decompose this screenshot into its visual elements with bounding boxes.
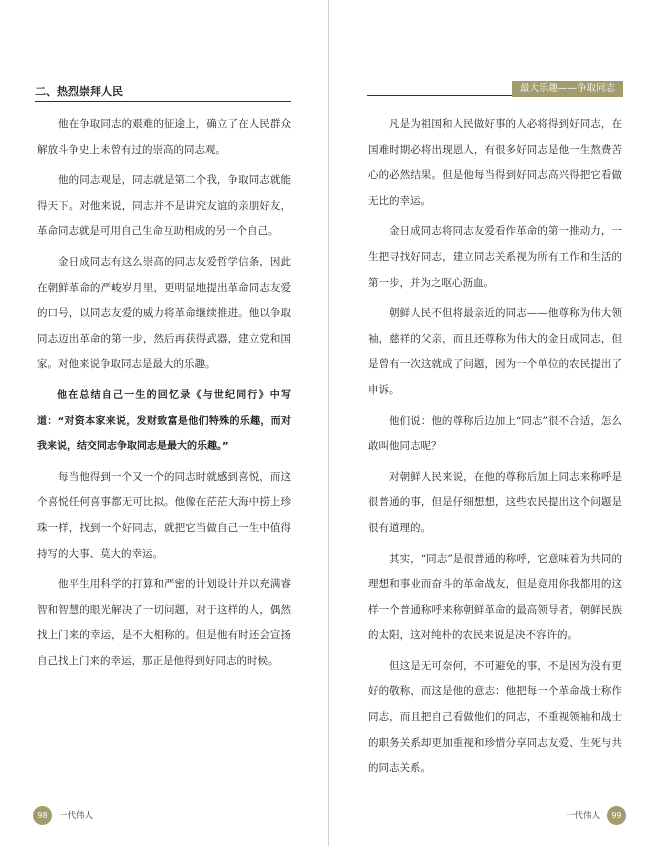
right-footer (559, 804, 626, 826)
left-footer (33, 804, 100, 826)
right-page (329, 0, 658, 846)
footer-book-title: 一代伟人 (59, 811, 94, 821)
page-number-badge: 99 (607, 806, 626, 825)
paragraph: 他平生用科学的打算和严密的计划设计并以充满睿智和智慧的眼光解决了一切问题，对于这样的人，偶然找上门来的幸运，是不大相称的。但是他有时还会宣扬自己找上门来的幸运，那正是他得到好同志的时候。 (37, 578, 291, 667)
paragraph: 他的同志观是，同志就是第二个我，争取同志就能得天下。对他来说，同志并不是讲究友谊的亲朋好友，革命同志就是可用自己生命互助相成的另一个自己。 (37, 174, 291, 238)
paragraph: 金日成同志将同志友爱看作革命的第一推动力，一生把寻找好同志，建立同志关系视为所有工作和生活的第一步，并为之呕心沥血。 (368, 225, 622, 289)
paragraph: 每当他得到一个又一个的同志时就感到喜悦，而这个喜悦任何喜事都无可比拟。他像在茫茫大海中捞上珍珠一样，找到一个好同志，就把它当做自己一生中值得持写的大事、莫大的幸运。 (37, 470, 291, 560)
paragraph: 朝鲜人民不但将最亲近的同志——他尊称为伟大领袖，慈祥的父亲，而且还尊称为伟大的金日成同志，但是曾有一次这就成了问题，因为一个单位的农民提出了申诉。 (368, 307, 622, 396)
left-body-text (37, 112, 291, 679)
right-body-text (368, 112, 622, 787)
paragraph: 他在争取同志的艰难的征途上，确立了在人民群众解放斗争史上未曾有过的崇高的同志观。 (37, 118, 291, 156)
quote-paragraph: 他在总结自己一生的回忆录《与世纪同行》中写道：“对资本家来说，发财致富是他们特殊的乐趣，而对我来说，结交同志争取同志是最大的乐趣。” (37, 389, 291, 453)
paragraph: 凡是为祖国和人民做好事的人必将得到好同志，在国难时期必将出现恩人，有很多好同志是他一生熬费苦心的必然结果。但是他每当得到好同志高兴得把它看做无比的幸运。 (368, 118, 622, 207)
left-running-header (35, 80, 291, 102)
paragraph: 金日成同志有这么崇高的同志友爱哲学信条，因此在朝鲜革命的严峻岁月里，更明显地提出革命同志友爱的口号，以同志友爱的威力将革命继续推进。他以争取同志迈出革命的第一步，然后再获得武器，建立党和国家。对他来说争取同志是最大的乐趣。 (37, 255, 291, 371)
paragraph: 其实，“同志”是很普通的称呼，它意味着为共同的理想和事业而奋斗的革命战友，但是竟用你我都用的这样一个普通称呼来称朝鲜革命的最高领导者，朝鲜民族的太阳，这对纯朴的农民来说是决不容许的。 (368, 552, 622, 642)
page-number-badge: 98 (33, 806, 52, 825)
left-section-title: 二、热烈崇拜人民 (35, 85, 123, 98)
footer-book-title: 一代伟人 (565, 811, 600, 821)
paragraph: 但这是无可奈何，不可避免的事，不是因为没有更好的敬称，而这是他的意志：他把每一个革命战士称作同志，而且把自己看做他们的同志，不重视领袖和战士的职务关系却更加重视和珍惜分享同志友爱、生死与共的同志关系。 (368, 659, 622, 775)
right-section-title: 最大乐趣——争取同志 (512, 81, 623, 97)
paragraph: 对朝鲜人民来说，在他的尊称后加上同志来称呼是很普通的事，但是仔细想想，这些农民提出这个问题是很有道理的。 (368, 470, 622, 534)
right-running-header (367, 81, 623, 97)
paragraph: 他们说：他的尊称后边加上“同志”很不合适，怎么敢叫他同志呢？ (368, 414, 622, 453)
